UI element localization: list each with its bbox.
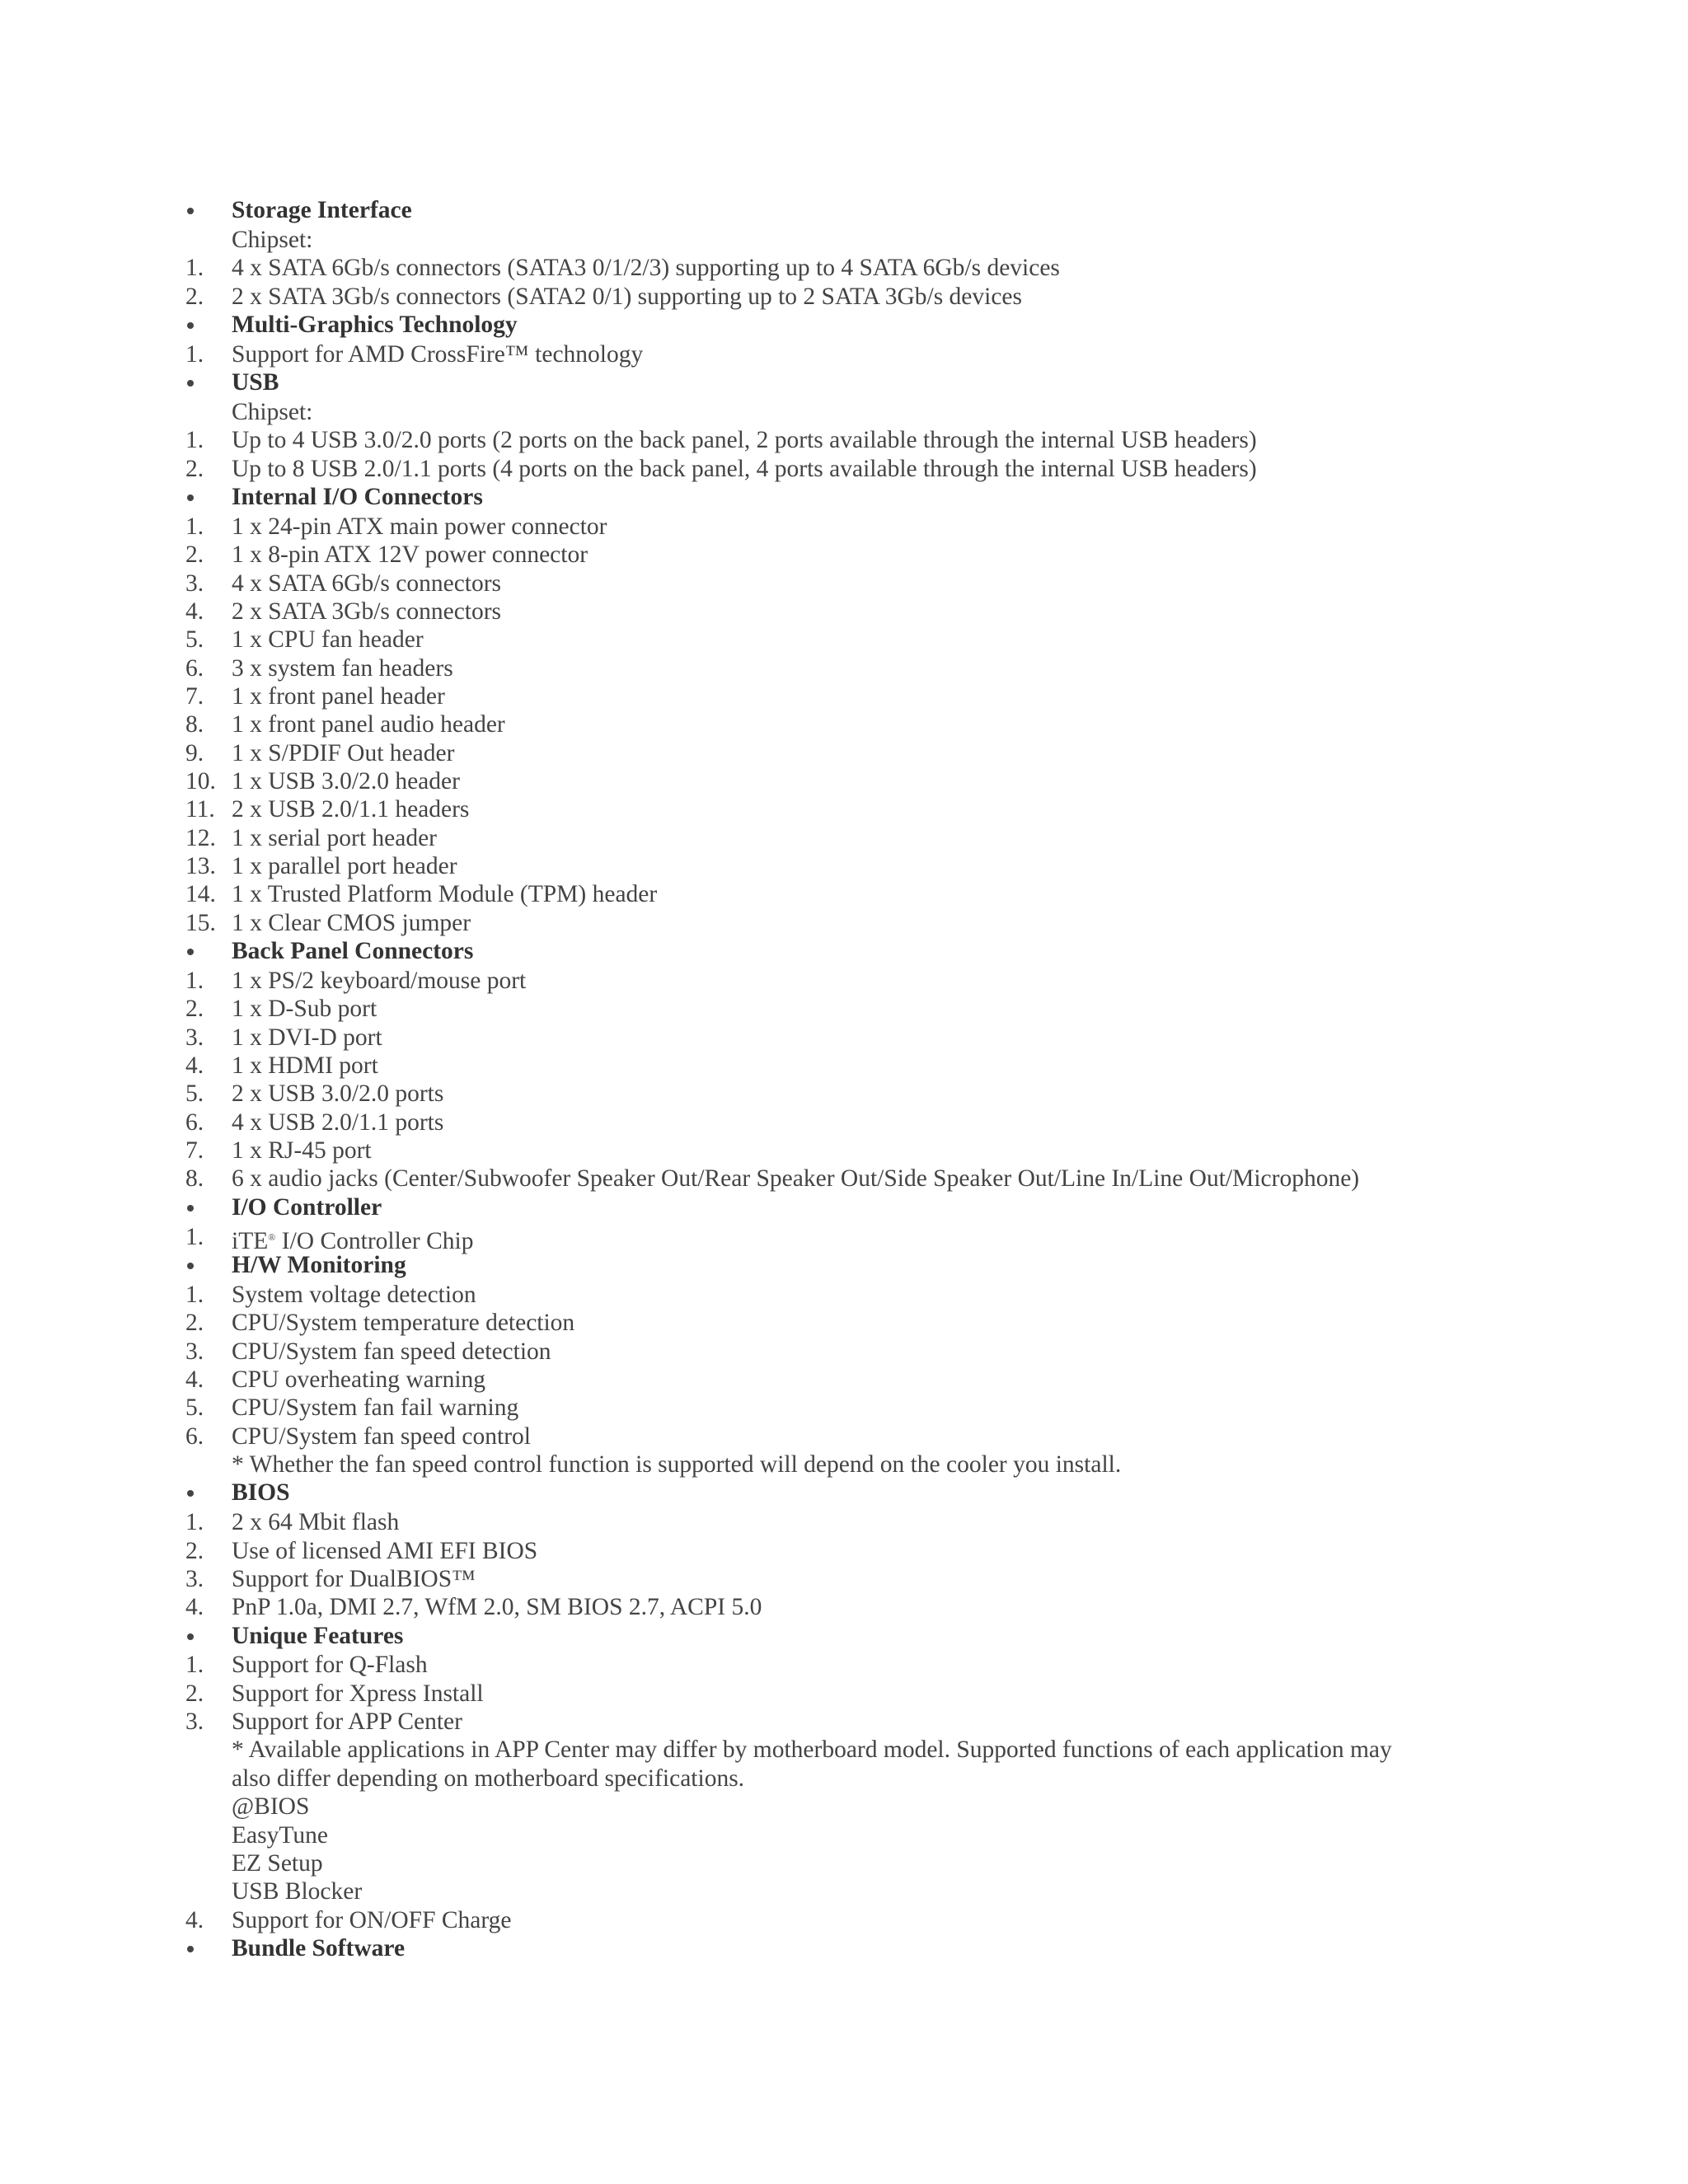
bullet-dot-icon	[187, 1633, 194, 1640]
item-text-main: Chipset:	[232, 399, 313, 426]
item-text	[232, 598, 501, 626]
bullet-dot-icon	[187, 494, 194, 501]
item-text-main: 1 x USB 3.0/2.0 header	[232, 768, 460, 795]
item-text-main: 1 x front panel audio header	[232, 711, 505, 738]
item-text-main: 2 x SATA 3Gb/s connectors	[232, 598, 502, 625]
list-item	[185, 1906, 1471, 1934]
item-text-main: Use of licensed AMI EFI BIOS	[232, 1537, 538, 1564]
bullet-dot-icon	[187, 1946, 194, 1952]
item-text-main: EasyTune	[232, 1821, 328, 1849]
item-text	[232, 513, 607, 541]
list-item	[185, 1680, 1471, 1708]
item-text	[232, 880, 657, 908]
list-item	[185, 1451, 1471, 1479]
list-item	[185, 1165, 1471, 1193]
list-item	[185, 795, 1471, 823]
list-item	[185, 1338, 1471, 1366]
item-text	[232, 1080, 443, 1108]
item-text-main: CPU/System fan fail warning	[232, 1394, 519, 1422]
item-number: 2.	[185, 996, 204, 1023]
item-number: 3.	[185, 1024, 204, 1051]
item-text	[232, 1680, 484, 1708]
section-heading	[185, 937, 1471, 967]
bullet-dot-icon	[187, 322, 194, 329]
item-number: 2.	[185, 455, 204, 482]
section-title: Internal I/O Connectors	[232, 484, 483, 511]
item-number: 1.	[185, 427, 204, 454]
item-text-main: 2 x USB 3.0/2.0 ports	[232, 1080, 444, 1108]
item-text	[232, 1422, 531, 1451]
section-heading	[185, 368, 1471, 398]
section-title: Multi-Graphics Technology	[232, 311, 518, 338]
list-item	[185, 1281, 1471, 1309]
item-text	[232, 710, 505, 738]
item-text	[232, 1508, 399, 1536]
item-number: 1.	[185, 255, 204, 282]
item-text	[232, 767, 460, 795]
item-text	[232, 254, 1060, 282]
item-text-main: CPU/System fan speed detection	[232, 1338, 551, 1365]
item-number: 2.	[185, 283, 204, 310]
item-number: 2.	[185, 1537, 204, 1564]
item-text-main: 1 x DVI-D port	[232, 1024, 382, 1051]
list-item	[185, 1565, 1471, 1593]
item-text	[232, 1793, 309, 1821]
list-item	[185, 1651, 1471, 1679]
list-item	[185, 1080, 1471, 1108]
item-text-main: Support for APP Center	[232, 1708, 462, 1736]
item-text	[232, 682, 445, 710]
item-text-main: * Available applications in APP Center may differ by motherboard model. Supported functions of each application may	[232, 1736, 1392, 1764]
item-number: 7.	[185, 683, 204, 710]
list-item	[185, 1537, 1471, 1565]
bullet-dot-icon	[187, 1205, 194, 1212]
item-number: 3.	[185, 1338, 204, 1365]
item-text-main: @BIOS	[232, 1793, 310, 1821]
bullet-dot-icon	[187, 1263, 194, 1269]
item-text-main: 1 x RJ-45 port	[232, 1137, 372, 1165]
item-text	[232, 1736, 1392, 1764]
item-text	[232, 569, 501, 598]
item-text-main: Support for Q-Flash	[232, 1652, 428, 1679]
section-heading	[185, 1622, 1471, 1652]
item-text	[232, 795, 469, 823]
item-number: 1.	[185, 1223, 204, 1250]
section-heading	[185, 1479, 1471, 1508]
list-item	[185, 995, 1471, 1023]
list-item	[185, 967, 1471, 995]
list-item	[185, 283, 1471, 311]
item-text-main: 1 x 24-pin ATX main power connector	[232, 513, 607, 540]
list-item	[185, 626, 1471, 654]
list-item	[185, 541, 1471, 569]
item-text	[232, 1108, 443, 1137]
item-text	[232, 654, 453, 682]
item-text-main: 1 x 8-pin ATX 12V power connector	[232, 541, 588, 569]
item-text-main: Up to 8 USB 2.0/1.1 ports (4 ports on the back panel, 4 ports available through the internal USB headers)	[232, 455, 1257, 482]
item-text-main: CPU overheating warning	[232, 1366, 486, 1393]
item-number: 15.	[185, 909, 216, 936]
item-text	[232, 1849, 323, 1877]
section-title: Bundle Software	[232, 1934, 406, 1961]
item-number: 13.	[185, 853, 216, 880]
item-text-main: 2 x SATA 3Gb/s connectors (SATA2 0/1) supporting up to 2 SATA 3Gb/s devices	[232, 283, 1023, 310]
item-number: 4.	[185, 1906, 204, 1933]
section-title: Storage Interface	[232, 197, 412, 223]
item-number: 1.	[185, 340, 204, 368]
item-number: 10.	[185, 768, 216, 795]
section-title: H/W Monitoring	[232, 1252, 406, 1278]
item-text-main: 1 x S/PDIF Out header	[232, 739, 455, 766]
list-item	[185, 710, 1471, 738]
item-text	[232, 1906, 512, 1934]
item-number: 4.	[185, 1366, 204, 1393]
list-item	[185, 226, 1471, 254]
item-text	[232, 1651, 428, 1679]
item-number: 11.	[185, 796, 215, 823]
item-text-main: Support for Xpress Install	[232, 1680, 484, 1707]
list-item	[185, 739, 1471, 767]
item-text-main: 4 x SATA 6Gb/s connectors (SATA3 0/1/2/3) supporting up to 4 SATA 6Gb/s devices	[232, 255, 1060, 282]
item-text	[232, 1877, 362, 1905]
item-text	[232, 1165, 1359, 1193]
list-item	[185, 654, 1471, 682]
item-text-main: 4 x SATA 6Gb/s connectors	[232, 569, 502, 597]
list-item	[185, 1877, 1471, 1905]
bullet-dot-icon	[187, 1490, 194, 1497]
section-heading	[185, 1193, 1471, 1223]
item-text-main: USB Blocker	[232, 1878, 363, 1905]
list-item	[185, 1137, 1471, 1165]
item-text	[232, 1537, 537, 1565]
item-number: 8.	[185, 711, 204, 738]
item-text	[232, 967, 526, 995]
bullet-dot-icon	[187, 208, 194, 214]
list-item	[185, 1849, 1471, 1877]
list-item	[185, 1593, 1471, 1621]
item-text	[232, 1281, 476, 1309]
item-text	[232, 824, 437, 852]
section-title: Back Panel Connectors	[232, 938, 474, 965]
item-number: 3.	[185, 1708, 204, 1736]
item-text-main: 2 x USB 2.0/1.1 headers	[232, 796, 470, 823]
item-number: 14.	[185, 881, 216, 908]
item-number: 6.	[185, 1422, 204, 1450]
item-number: 1.	[185, 1652, 204, 1679]
item-text	[232, 626, 424, 654]
item-text	[232, 1451, 1121, 1479]
item-number: 5.	[185, 1394, 204, 1422]
item-text-main: 1 x HDMI port	[232, 1052, 378, 1080]
item-text	[232, 1366, 485, 1394]
item-text-main: Up to 4 USB 3.0/2.0 ports (2 ports on the back panel, 2 ports available through the internal USB headers)	[232, 427, 1257, 454]
list-item	[185, 1366, 1471, 1394]
item-text	[232, 426, 1257, 454]
item-number: 6.	[185, 654, 204, 682]
section-heading	[185, 1251, 1471, 1281]
list-item	[185, 1394, 1471, 1422]
item-text	[232, 1137, 372, 1165]
item-number: 6.	[185, 1108, 204, 1136]
list-item	[185, 1108, 1471, 1137]
item-text	[232, 1309, 574, 1337]
item-number: 9.	[185, 739, 204, 766]
item-number: 2.	[185, 1680, 204, 1707]
item-number: 1.	[185, 1281, 204, 1308]
item-text	[232, 852, 457, 880]
item-text-main: 1 x parallel port header	[232, 853, 457, 880]
spec-list	[185, 196, 1471, 1964]
item-number: 5.	[185, 1080, 204, 1108]
item-text	[232, 1708, 462, 1736]
item-text-main: Support for AMD CrossFire™ technology	[232, 340, 644, 368]
list-item	[185, 1793, 1471, 1821]
item-number: 2.	[185, 541, 204, 569]
item-text-main: 1 x Clear CMOS jumper	[232, 909, 471, 936]
item-text-main: 1 x CPU fan header	[232, 626, 424, 654]
item-text-main: 6 x audio jacks (Center/Subwoofer Speaker Out/Rear Speaker Out/Side Speaker Out/Line In/Line Out/Microphone)	[232, 1165, 1360, 1193]
item-text	[232, 1565, 476, 1593]
item-number: 7.	[185, 1137, 204, 1165]
registered-mark: ®	[268, 1230, 276, 1243]
list-item	[185, 1708, 1471, 1736]
list-item	[185, 1821, 1471, 1849]
list-item	[185, 682, 1471, 710]
list-item	[185, 569, 1471, 598]
item-text-main: 2 x 64 Mbit flash	[232, 1509, 400, 1536]
item-text-main: 1 x Trusted Platform Module (TPM) header	[232, 881, 658, 908]
section-heading	[185, 483, 1471, 513]
item-text-main: CPU/System fan speed control	[232, 1422, 531, 1450]
item-text	[232, 1821, 328, 1849]
item-text	[232, 226, 312, 254]
item-text	[232, 995, 377, 1023]
item-number: 3.	[185, 1565, 204, 1592]
item-text	[232, 1052, 378, 1080]
list-item	[185, 1024, 1471, 1052]
item-text	[232, 1394, 518, 1422]
list-item	[185, 513, 1471, 541]
list-item	[185, 1508, 1471, 1536]
item-text-main: Support for ON/OFF Charge	[232, 1906, 512, 1933]
section-heading	[185, 196, 1471, 226]
bullet-dot-icon	[187, 949, 194, 955]
list-item	[185, 909, 1471, 937]
item-text	[232, 398, 312, 426]
item-text-main: System voltage detection	[232, 1281, 476, 1308]
item-text-main: 3 x system fan headers	[232, 654, 453, 682]
item-text-main: 1 x PS/2 keyboard/mouse port	[232, 968, 527, 995]
list-item	[185, 1736, 1471, 1764]
list-item	[185, 1223, 1471, 1254]
item-text-main: iTE	[232, 1227, 269, 1254]
item-number: 4.	[185, 1052, 204, 1080]
list-item	[185, 455, 1471, 483]
item-text-main: 1 x front panel header	[232, 683, 445, 710]
section-heading	[185, 311, 1471, 340]
item-text-main: EZ Setup	[232, 1849, 323, 1877]
item-text	[232, 1765, 744, 1793]
item-text-main: 1 x serial port header	[232, 824, 438, 851]
item-text-main: PnP 1.0a, DMI 2.7, WfM 2.0, SM BIOS 2.7, ACPI 5.0	[232, 1594, 762, 1621]
item-number: 1.	[185, 1509, 204, 1536]
item-text-main: 4 x USB 2.0/1.1 ports	[232, 1108, 444, 1136]
item-text	[232, 340, 643, 368]
item-number: 1.	[185, 968, 204, 995]
list-item	[185, 340, 1471, 368]
item-number: 2.	[185, 1310, 204, 1337]
bullet-dot-icon	[187, 380, 194, 387]
item-text	[232, 1338, 551, 1366]
section-heading	[185, 1934, 1471, 1964]
list-item	[185, 852, 1471, 880]
list-item	[185, 1422, 1471, 1451]
list-item	[185, 598, 1471, 626]
item-text-main: CPU/System temperature detection	[232, 1310, 575, 1337]
item-number: 3.	[185, 569, 204, 597]
list-item	[185, 426, 1471, 454]
item-text	[232, 283, 1022, 311]
list-item	[185, 824, 1471, 852]
item-text-main: 1 x D-Sub port	[232, 996, 377, 1023]
list-item	[185, 1309, 1471, 1337]
item-number: 4.	[185, 598, 204, 625]
item-text	[232, 455, 1257, 483]
item-text	[232, 739, 454, 767]
item-text	[232, 1593, 762, 1621]
item-text-main: Chipset:	[232, 226, 313, 253]
list-item	[185, 767, 1471, 795]
list-item	[185, 398, 1471, 426]
item-number: 4.	[185, 1594, 204, 1621]
item-number: 8.	[185, 1165, 204, 1193]
item-number: 5.	[185, 626, 204, 654]
list-item	[185, 1765, 1471, 1793]
item-number: 12.	[185, 824, 216, 851]
section-title: I/O Controller	[232, 1193, 382, 1221]
list-item	[185, 254, 1471, 282]
item-text	[232, 909, 471, 937]
item-text	[232, 1024, 382, 1052]
list-item	[185, 880, 1471, 908]
section-title: Unique Features	[232, 1622, 404, 1649]
section-title: USB	[232, 369, 279, 396]
section-title: BIOS	[232, 1479, 290, 1507]
item-text-main: * Whether the fan speed control function is supported will depend on the cooler you install.	[232, 1451, 1122, 1478]
item-text-after: I/O Controller Chip	[275, 1227, 474, 1254]
item-text-main: Support for DualBIOS™	[232, 1565, 476, 1592]
item-text-main: also differ depending on motherboard specifications.	[232, 1765, 745, 1792]
list-item	[185, 1052, 1471, 1080]
item-text	[232, 541, 588, 569]
item-number: 1.	[185, 513, 204, 540]
